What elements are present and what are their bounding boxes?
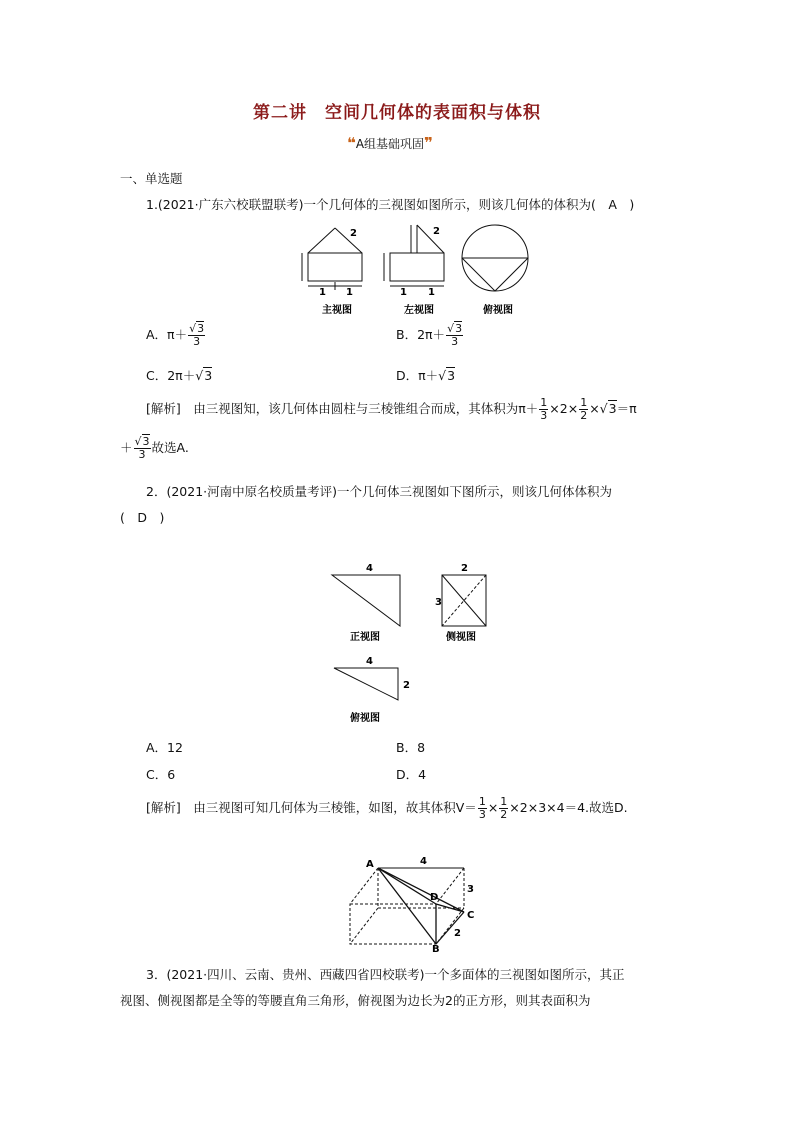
q2-solid-len2: 2 bbox=[454, 928, 461, 939]
q2-side-len3: 3 bbox=[435, 597, 442, 608]
q2-option-a: A．12 bbox=[146, 740, 183, 755]
q2-top-caption: 俯视图 bbox=[350, 713, 380, 724]
q2-solid-label-c: C bbox=[467, 910, 475, 921]
q1-main-one-b: 1 bbox=[346, 287, 353, 298]
q2-side-caption: 侧视图 bbox=[446, 632, 476, 643]
q1-main-caption: 主视图 bbox=[322, 305, 352, 316]
section-badge bbox=[347, 134, 433, 152]
q1-option-d: D．π＋√3 bbox=[396, 368, 456, 383]
q1-three-views-figure bbox=[298, 220, 532, 318]
q1-left-len2: 2 bbox=[433, 226, 440, 237]
q1-main-len2: 2 bbox=[350, 228, 357, 239]
q1-left-one-b: 1 bbox=[428, 287, 435, 298]
q3-stem-line2: 视图、侧视图都是全等的等腰直角三角形，俯视图为边长为2的正方形，则其表面积为 bbox=[120, 993, 591, 1008]
q2-solid-len3: 3 bbox=[467, 884, 474, 895]
q1-stem: 1.(2021·广东六校联盟联考)一个几何体的三视图如图所示，则该几何体的体积为( A ) bbox=[146, 197, 635, 212]
q2-solid-label-b: B bbox=[432, 944, 440, 952]
q1-main-view bbox=[302, 228, 362, 298]
q1-top-view bbox=[462, 225, 528, 291]
q3-stem-line1: 3．(2021·四川、云南、贵州、西藏四省四校联考)一个多面体的三视图如图所示，其正 bbox=[146, 967, 625, 982]
q1-left-view bbox=[384, 225, 444, 298]
q2-option-d: D．4 bbox=[396, 767, 427, 782]
q2-side-len2: 2 bbox=[461, 563, 468, 574]
q2-option-b: B．8 bbox=[396, 740, 426, 755]
q2-analysis: [解析] 由三视图可知几何体为三棱锥，如图，故其体积V＝ $\frac{1}{3}$ × $\frac{1}{2}$ ×2×3×4＝4.故选D. bbox=[146, 795, 628, 821]
q2-solid-label-a: A bbox=[366, 859, 374, 870]
q1-analysis-line2: ＋ $\frac{√3}{3}$ 故选A. bbox=[120, 435, 189, 461]
q2-front-caption: 正视图 bbox=[350, 632, 380, 643]
q2-stem: 2．(2021·河南中原名校质量考评)一个几何体三视图如下图所示，则该几何体体积为 bbox=[146, 484, 612, 499]
q2-top-len4: 4 bbox=[366, 656, 373, 667]
q2-three-views-figure bbox=[326, 560, 496, 730]
q2-solid-figure bbox=[344, 852, 484, 952]
q2-stem-answer: ( D ) bbox=[120, 510, 165, 525]
q1-option-a: A．π＋ $\frac{√3}{3}$ bbox=[146, 322, 205, 348]
q2-side-view bbox=[435, 563, 486, 643]
badge-label: A组基础巩固 bbox=[355, 137, 425, 151]
q2-top-len2: 2 bbox=[403, 680, 410, 691]
q1-top-caption: 俯视图 bbox=[483, 305, 513, 316]
q1-option-b: B．2π＋ $\frac{√3}{3}$ bbox=[396, 322, 463, 348]
q2-front-view bbox=[332, 563, 400, 643]
q1-analysis: [解析] 由三视图知，该几何体由圆柱与三棱锥组合而成，其体积为π＋ $\frac{1}{3}$ ×2× $\frac{1}{2}$ ×√3＝π bbox=[146, 396, 637, 422]
q2-option-c: C．6 bbox=[146, 767, 176, 782]
q2-top-view bbox=[334, 656, 410, 724]
quote-right-icon: ❞ bbox=[424, 134, 433, 152]
q1-left-caption: 左视图 bbox=[404, 305, 434, 316]
q1-left-one-a: 1 bbox=[400, 287, 407, 298]
section-heading: 一、单选题 bbox=[120, 171, 183, 186]
quote-left-icon: ❝ bbox=[347, 134, 356, 152]
q1-main-one-a: 1 bbox=[319, 287, 326, 298]
q2-solid-len4: 4 bbox=[420, 856, 427, 867]
q1-option-c: C．2π＋√3 bbox=[146, 368, 213, 383]
q2-front-len4: 4 bbox=[366, 563, 373, 574]
page-title: 第二讲 空间几何体的表面积与体积 bbox=[253, 103, 541, 123]
q2-solid-label-d: D bbox=[430, 892, 439, 903]
